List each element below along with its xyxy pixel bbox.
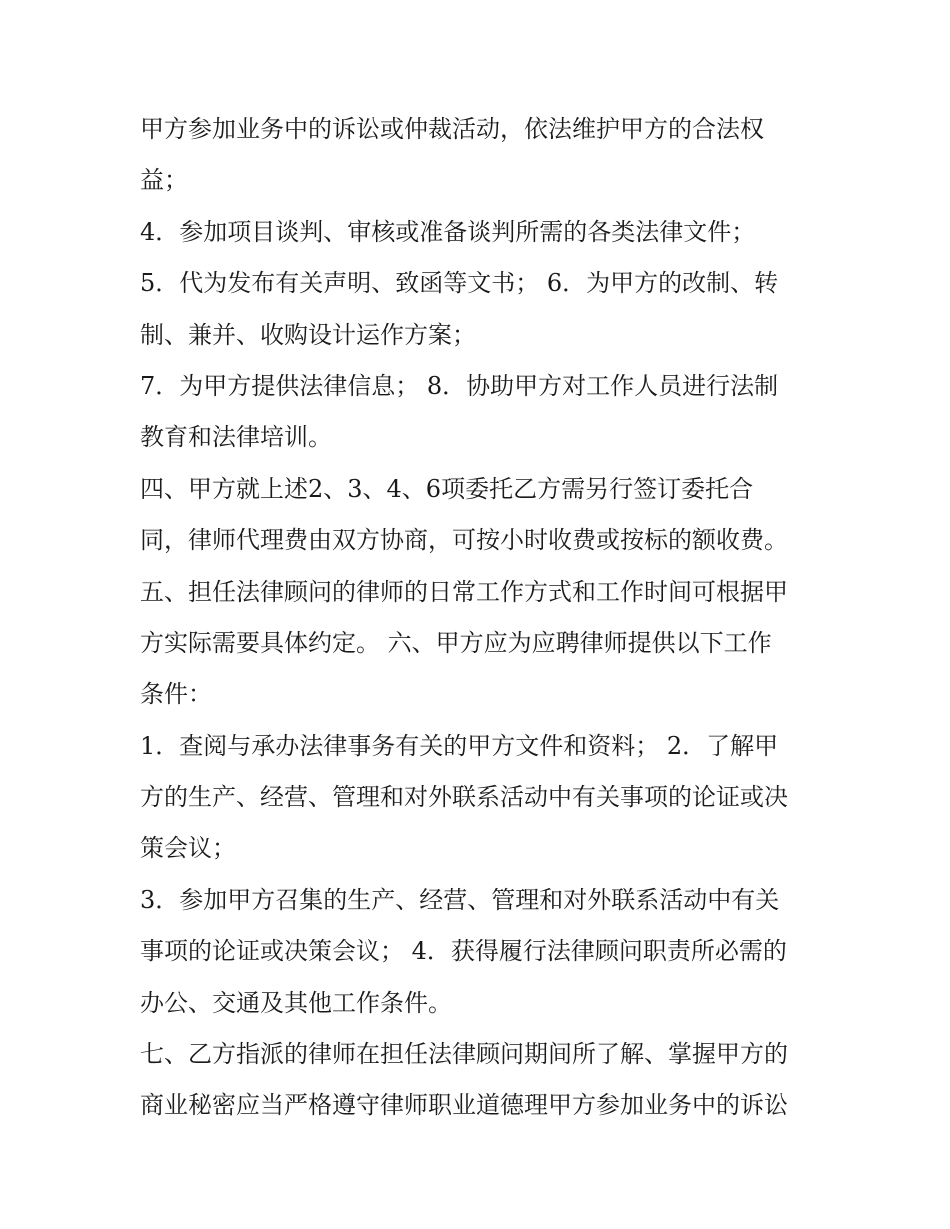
text-line: 办公、交通及其他工作条件。 xyxy=(140,988,452,1017)
text-line: 4．参加项目谈判、审核或准备谈判所需的各类法律文件； xyxy=(140,217,756,246)
text-line: 3．参加甲方召集的生产、经营、管理和对外联系活动中有关 xyxy=(140,885,780,914)
text-line: 教育和法律培训。 xyxy=(140,423,332,452)
text-line: 五、担任法律顾问的律师的日常工作方式和工作时间可根据甲 xyxy=(140,577,788,606)
text-line: 条件： xyxy=(140,680,212,709)
text-line: 同，律师代理费由双方协商，可按小时收费或按标的额收费。 xyxy=(140,526,788,555)
text-line: 事项的论证或决策会议； 4．获得履行法律顾问职责所必需的 xyxy=(140,937,787,966)
text-line: 四、甲方就上述2、3、4、6项委托乙方需另行签订委托合 xyxy=(140,474,754,503)
text-line: 商业秘密应当严格遵守律师职业道德理甲方参加业务中的诉讼 xyxy=(140,1091,788,1120)
text-line: 七、乙方指派的律师在担任法律顾问期间所了解、掌握甲方的 xyxy=(140,1040,788,1069)
text-line: 制、兼并、收购设计运作方案； xyxy=(140,320,476,349)
contract-body-text xyxy=(140,104,820,1132)
text-line: 5．代为发布有关声明、致函等文书； 6．为甲方的改制、转 xyxy=(140,269,779,298)
text-line: 益； xyxy=(140,166,188,195)
text-line: 策会议； xyxy=(140,834,236,863)
text-line: 甲方参加业务中的诉讼或仲裁活动，依法维护甲方的合法权 xyxy=(140,115,764,143)
text-line: 方实际需要具体约定。 六、甲方应为应聘律师提供以下工作 xyxy=(140,628,772,657)
text-line: 7．为甲方提供法律信息； 8．协助甲方对工作人员进行法制 xyxy=(140,371,779,400)
text-line: 1．查阅与承办法律事务有关的甲方文件和资料； 2．了解甲 xyxy=(140,731,779,760)
text-line: 方的生产、经营、管理和对外联系活动中有关事项的论证或决 xyxy=(140,783,788,812)
